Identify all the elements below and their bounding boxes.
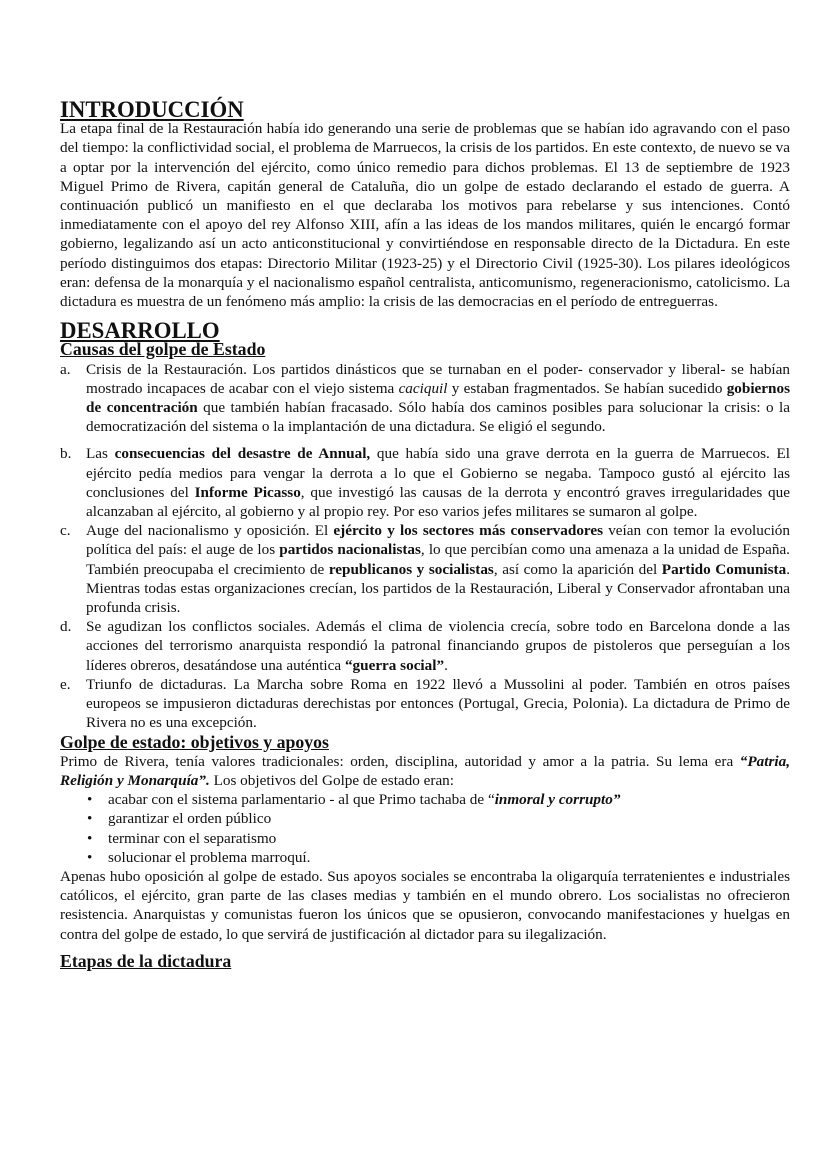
causa-item bbox=[60, 444, 790, 521]
text-run: Triunfo de dictaduras. La Marcha sobre Roma en 1922 llevó a Mussolini al poder. También en otros países europeos se impusieron dictaduras derechistas por entonces (Portugal, Grecia, Polonia). La dictadura de Primo de Rivera no es una excepción. bbox=[86, 675, 790, 732]
causa-item bbox=[60, 360, 790, 437]
bold-italic-run: inmoral y corrupto” bbox=[494, 791, 621, 809]
text-run: que también habían fracasado. Sólo había dos caminos posibles para solucionar la crisis: o la democratización del sistema o la implantación de una dictadura. Se eligió el segundo. bbox=[86, 399, 790, 436]
document-page bbox=[60, 97, 790, 971]
text-run: solucionar el problema marroquí. bbox=[108, 848, 311, 866]
golpe-intro bbox=[60, 752, 790, 790]
text-run: , así como la aparición del bbox=[493, 560, 662, 578]
intro-paragraph: La etapa final de la Restauración había ido generando una serie de problemas que se habían ido agravando con el paso del tiempo: la conflictividad social, el problema de Marruecos, la crisis de los partidos. En este contexto, de nuevo se va a optar por la intervención del ejército, como único remedio para dichos problemas. El 13 de septiembre de 1923 Miguel Primo de Rivera, capitán general de Cataluña, dio un golpe de estado declarando el estado de guerra. A continuación publicó un manifiesto en el que declaraba los motivos para rebelarse y sus intenciones. Contó inmediatamente con el apoyo del rey Alfonso XIII, afín a las ideas de los mandos militares, quién le encargó formar gobierno, legalizando así un acto anticonstitucional y convirtiéndose en responsable directo de la Dictadura. En este período distinguimos dos etapas: Directorio Militar (1923-25) y el Directorio Civil (1925-30). Los pilares ideológicos eran: defensa de la monarquía y el nacionalismo español centralista, anticomunismo, regeneracionismo, catolicismo. La dictadura es muestra de un fenómeno más amplio: la crisis de las democracias en el período de entreguerras. bbox=[60, 120, 790, 311]
bullet-icon: • bbox=[87, 791, 93, 809]
bullet-icon: • bbox=[87, 829, 93, 847]
intro-heading: INTRODUCCIÓN bbox=[60, 97, 244, 122]
bold-run: “guerra social” bbox=[344, 656, 445, 674]
bold-run: consecuencias del desastre de Annual, bbox=[114, 445, 371, 463]
objetivo-item bbox=[60, 848, 790, 867]
etapas-heading: Etapas de la dictadura bbox=[60, 950, 232, 971]
bold-italic-run: “Patria, Religión y Monarquía”. bbox=[60, 752, 790, 789]
objetivo-item bbox=[60, 790, 790, 809]
text-run: Se agudizan los conflictos sociales. Además el clima de violencia crecía, sobre todo en Barcelona donde a las acciones del terrorismo anarquista respondió la patronal financiando grupos de pistoleros que perseguían a los líderes obreros, desatándose una auténtica bbox=[86, 618, 790, 674]
text-run: garantizar el orden público bbox=[108, 810, 272, 828]
causa-text bbox=[86, 361, 790, 436]
objetivo-item bbox=[60, 809, 790, 828]
text-run: , lo que percibían como una amenaza a la unidad de España. También preocupaba el crecimiento de bbox=[86, 541, 790, 578]
bullet-icon: • bbox=[87, 848, 93, 866]
bold-run: ejército y los sectores más conservadores bbox=[333, 522, 604, 540]
bold-run: partidos nacionalistas bbox=[279, 541, 421, 559]
causa-item bbox=[60, 521, 790, 617]
list-marker: e. bbox=[60, 675, 71, 693]
list-marker: d. bbox=[60, 618, 72, 636]
bullet-icon: • bbox=[87, 810, 93, 828]
text-run: Las bbox=[86, 445, 115, 463]
apoyos-paragraph: Apenas hubo oposición al golpe de estado. Sus apoyos sociales se encontraba la oligarquía terratenientes e industriales católicos, el ejército, gran parte de las clases medias y también en el mundo obrero. Los socialistas no ofrecieron resistencia. Anarquistas y comunistas fueron los únicos que se opusieron, convocando manifestaciones y huelgas en contra del golpe de estado, lo que servirá de justificación al dictador para su ilegalización. bbox=[60, 867, 790, 943]
text-run: , que investigó las causas de la derrota y encontró graves irregularidades que alcanzaban al ejército, al gobierno y al propio rey. Por eso varios jefes militares se sumaron al golpe. bbox=[86, 483, 790, 521]
text-run: que había sido una grave derrota en la guerra de Marruecos. El ejército pedía medios para vengar la derrota a lo que el Gobierno se negaba. Tampoco gustó al ejército las conclusiones del bbox=[86, 445, 790, 501]
list-marker: b. bbox=[60, 445, 72, 463]
text-run: terminar con el separatismo bbox=[108, 829, 277, 847]
objetivo-text bbox=[108, 830, 276, 847]
text-run: y estaban fragmentados. Se habían sucedido bbox=[447, 379, 727, 397]
golpe-heading: Golpe de estado: objetivos y apoyos bbox=[60, 731, 329, 752]
text-run: . bbox=[444, 656, 448, 674]
list-marker: a. bbox=[60, 360, 71, 378]
causas-list bbox=[60, 360, 790, 733]
objetivo-item bbox=[60, 829, 790, 848]
text-run: Auge del nacionalismo y oposición. El bbox=[86, 522, 334, 540]
causa-item bbox=[60, 617, 790, 675]
causa-text bbox=[86, 618, 790, 673]
bold-run: Informe Picasso bbox=[194, 483, 301, 501]
causa-item bbox=[60, 675, 790, 733]
italic-run: caciquil bbox=[398, 379, 448, 397]
causa-text bbox=[86, 522, 790, 616]
desarrollo-heading: DESARROLLO bbox=[60, 318, 220, 344]
text-run: Primo de Rivera, tenía valores tradicionales: orden, disciplina, autoridad y amor a la patria. Su lema era bbox=[60, 752, 740, 770]
causa-text bbox=[86, 445, 790, 520]
objetivo-text bbox=[108, 791, 620, 808]
bold-run: Partido Comunista bbox=[661, 560, 787, 578]
text-run: Los objetivos del Golpe de estado eran: bbox=[209, 771, 454, 789]
text-run: . Mientras todas estas organizaciones crecían, los partidos de la Restauración, Liberal y Conservador afrontaban una profunda crisis. bbox=[86, 560, 790, 617]
text-run: veían con temor la evolución política del país: el auge de los bbox=[86, 522, 790, 559]
causa-text bbox=[86, 676, 790, 731]
objetivo-text bbox=[108, 810, 271, 827]
text-run: acabar con el sistema parlamentario - al que Primo tachaba de “ bbox=[108, 791, 495, 809]
objetivos-list bbox=[60, 790, 790, 867]
bold-run: republicanos y socialistas bbox=[328, 560, 494, 578]
causas-heading: Causas del golpe de Estado bbox=[60, 339, 266, 360]
golpe-intro-text bbox=[60, 753, 790, 789]
bold-run: gobiernos de concentración bbox=[86, 379, 790, 417]
list-marker: c. bbox=[60, 522, 71, 540]
objetivo-text bbox=[108, 849, 310, 866]
text-run: Crisis de la Restauración. Los partidos dinásticos que se turnaban en el poder- conservador y liberal- se habían mostrado incapaces de acabar con el viejo sistema bbox=[86, 360, 790, 397]
